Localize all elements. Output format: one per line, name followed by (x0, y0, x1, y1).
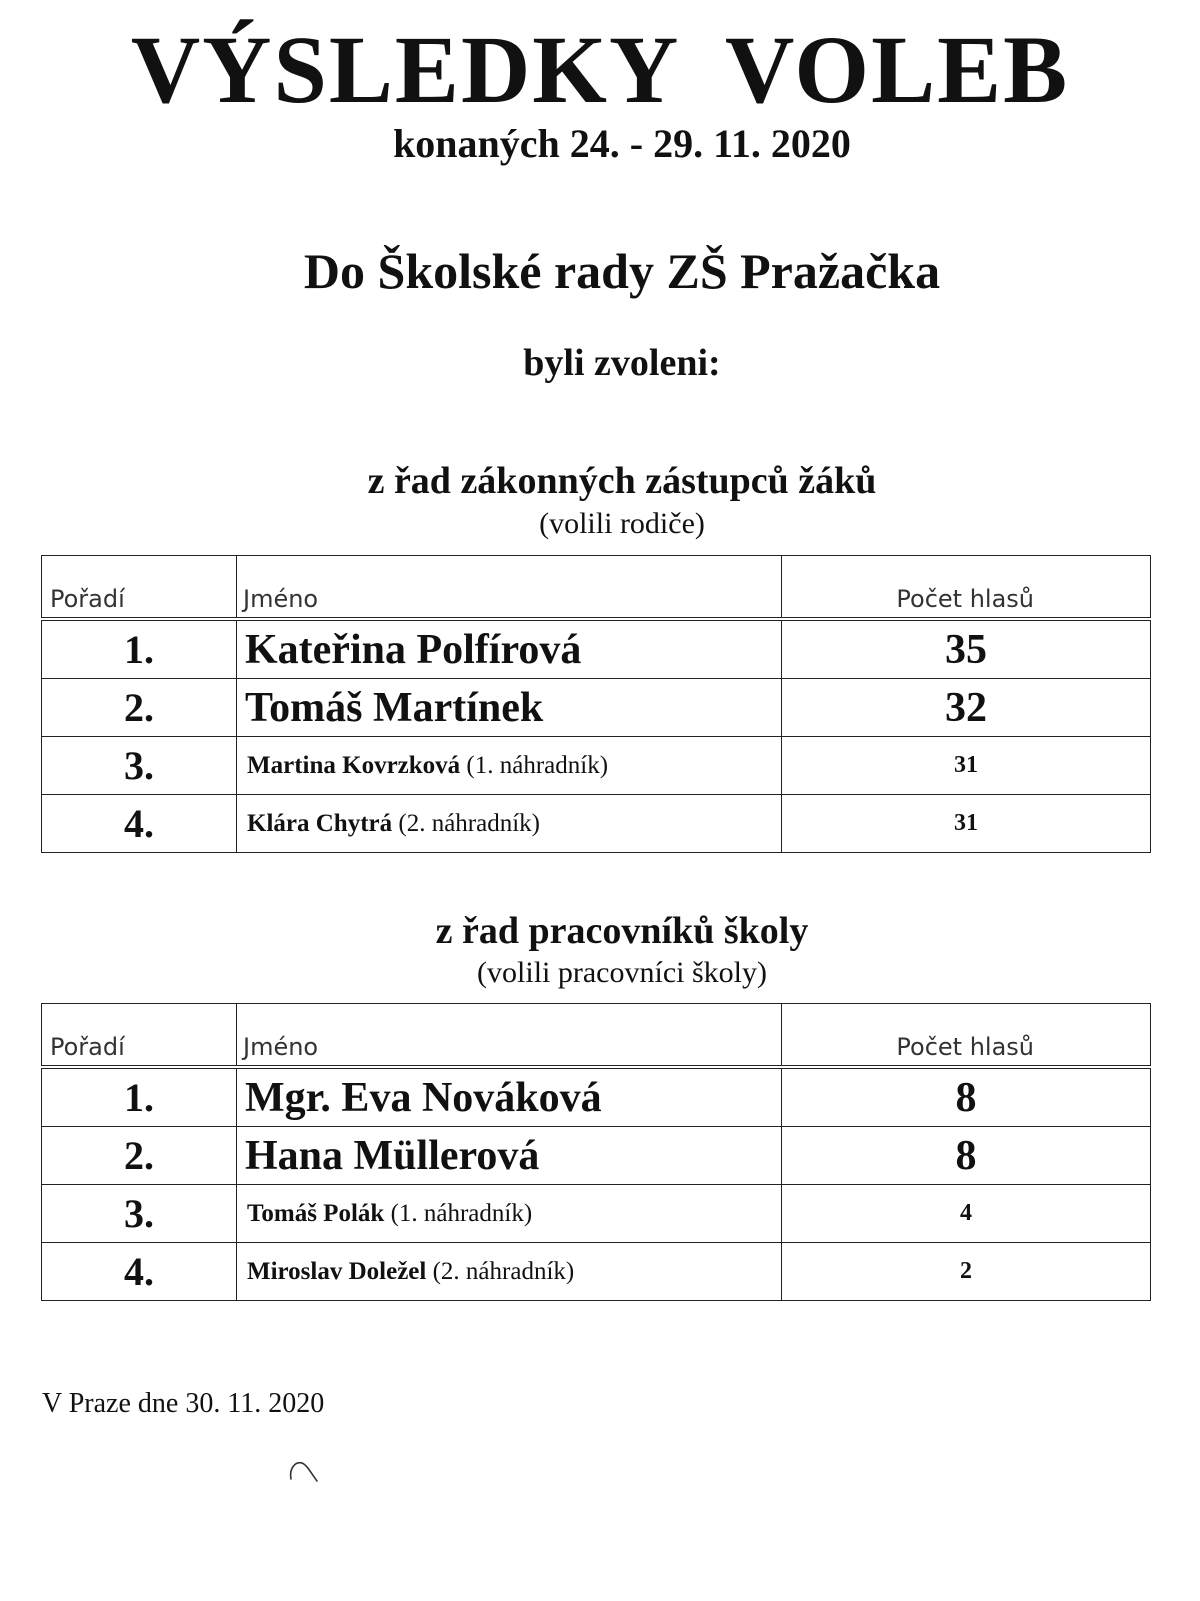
candidate-name: Mgr. Eva Nováková (245, 1074, 602, 1121)
council-heading: Do Školské rady ZŠ Pražačka (303, 243, 941, 299)
substitute-note: (2. náhradník) (392, 809, 540, 837)
substitute-note: (1. náhradník) (460, 751, 609, 779)
row-votes: 8 (782, 1127, 1151, 1185)
results-table-parents (41, 555, 1151, 853)
candidate-name: Tomáš Martínek (245, 684, 544, 731)
header-votes: Počet hlasů (782, 556, 1151, 620)
row-name (237, 679, 782, 737)
results-table-staff (41, 1003, 1151, 1301)
header-name: Jméno (237, 1004, 782, 1068)
row-name (237, 1243, 782, 1301)
row-name (237, 737, 782, 795)
document-title: VÝSLEDKY VOLEB (130, 16, 1070, 123)
section-parents-note: (volili rodiče) (539, 507, 705, 540)
candidate-name: Martina Kovrzková (247, 751, 461, 779)
header-votes: Počet hlasů (782, 1004, 1151, 1068)
candidate-name: Tomáš Polák (247, 1199, 385, 1227)
section-staff-title: z řad pracovníků školy (435, 910, 809, 952)
candidate-name: Kateřina Polfírová (245, 626, 582, 673)
table-header-row (42, 1004, 1151, 1068)
row-rank: 2. (42, 679, 237, 737)
row-votes: 2 (782, 1243, 1151, 1301)
table-header-row (42, 556, 1151, 620)
table-row (42, 679, 1151, 737)
place-date: V Praze dne 30. 11. 2020 (42, 1388, 325, 1419)
header-name: Jméno (237, 556, 782, 620)
row-rank: 3. (42, 737, 237, 795)
row-name (237, 795, 782, 853)
elected-label: byli zvoleni: (523, 342, 721, 384)
signature-mark (285, 1455, 325, 1485)
section-staff-note: (volili pracovníci školy) (477, 956, 767, 989)
row-rank: 1. (42, 1067, 237, 1127)
candidate-name: Hana Müllerová (245, 1132, 540, 1179)
row-rank: 3. (42, 1185, 237, 1243)
table-row (42, 1243, 1151, 1301)
section-parents-title: z řad zákonných zástupců žáků (367, 460, 877, 502)
row-votes: 35 (782, 619, 1151, 679)
row-name (237, 1127, 782, 1185)
table-row (42, 1067, 1151, 1127)
row-votes: 8 (782, 1067, 1151, 1127)
substitute-note: (1. náhradník) (384, 1199, 533, 1227)
row-votes: 32 (782, 679, 1151, 737)
table-row (42, 1127, 1151, 1185)
row-rank: 1. (42, 619, 237, 679)
row-rank: 4. (42, 1243, 237, 1301)
candidate-name: Klára Chytrá (247, 809, 393, 837)
row-rank: 2. (42, 1127, 237, 1185)
table-row (42, 619, 1151, 679)
row-votes: 31 (782, 737, 1151, 795)
substitute-note: (2. náhradník) (426, 1257, 575, 1285)
document-subtitle: konaných 24. - 29. 11. 2020 (393, 121, 851, 166)
row-name (237, 1185, 782, 1243)
candidate-name: Miroslav Doležel (247, 1257, 427, 1285)
row-votes: 4 (782, 1185, 1151, 1243)
table-row (42, 737, 1151, 795)
header-rank: Pořadí (42, 1004, 237, 1068)
table-row (42, 795, 1151, 853)
row-votes: 31 (782, 795, 1151, 853)
table-row (42, 1185, 1151, 1243)
row-name (237, 1067, 782, 1127)
row-rank: 4. (42, 795, 237, 853)
row-name (237, 619, 782, 679)
header-rank: Pořadí (42, 556, 237, 620)
